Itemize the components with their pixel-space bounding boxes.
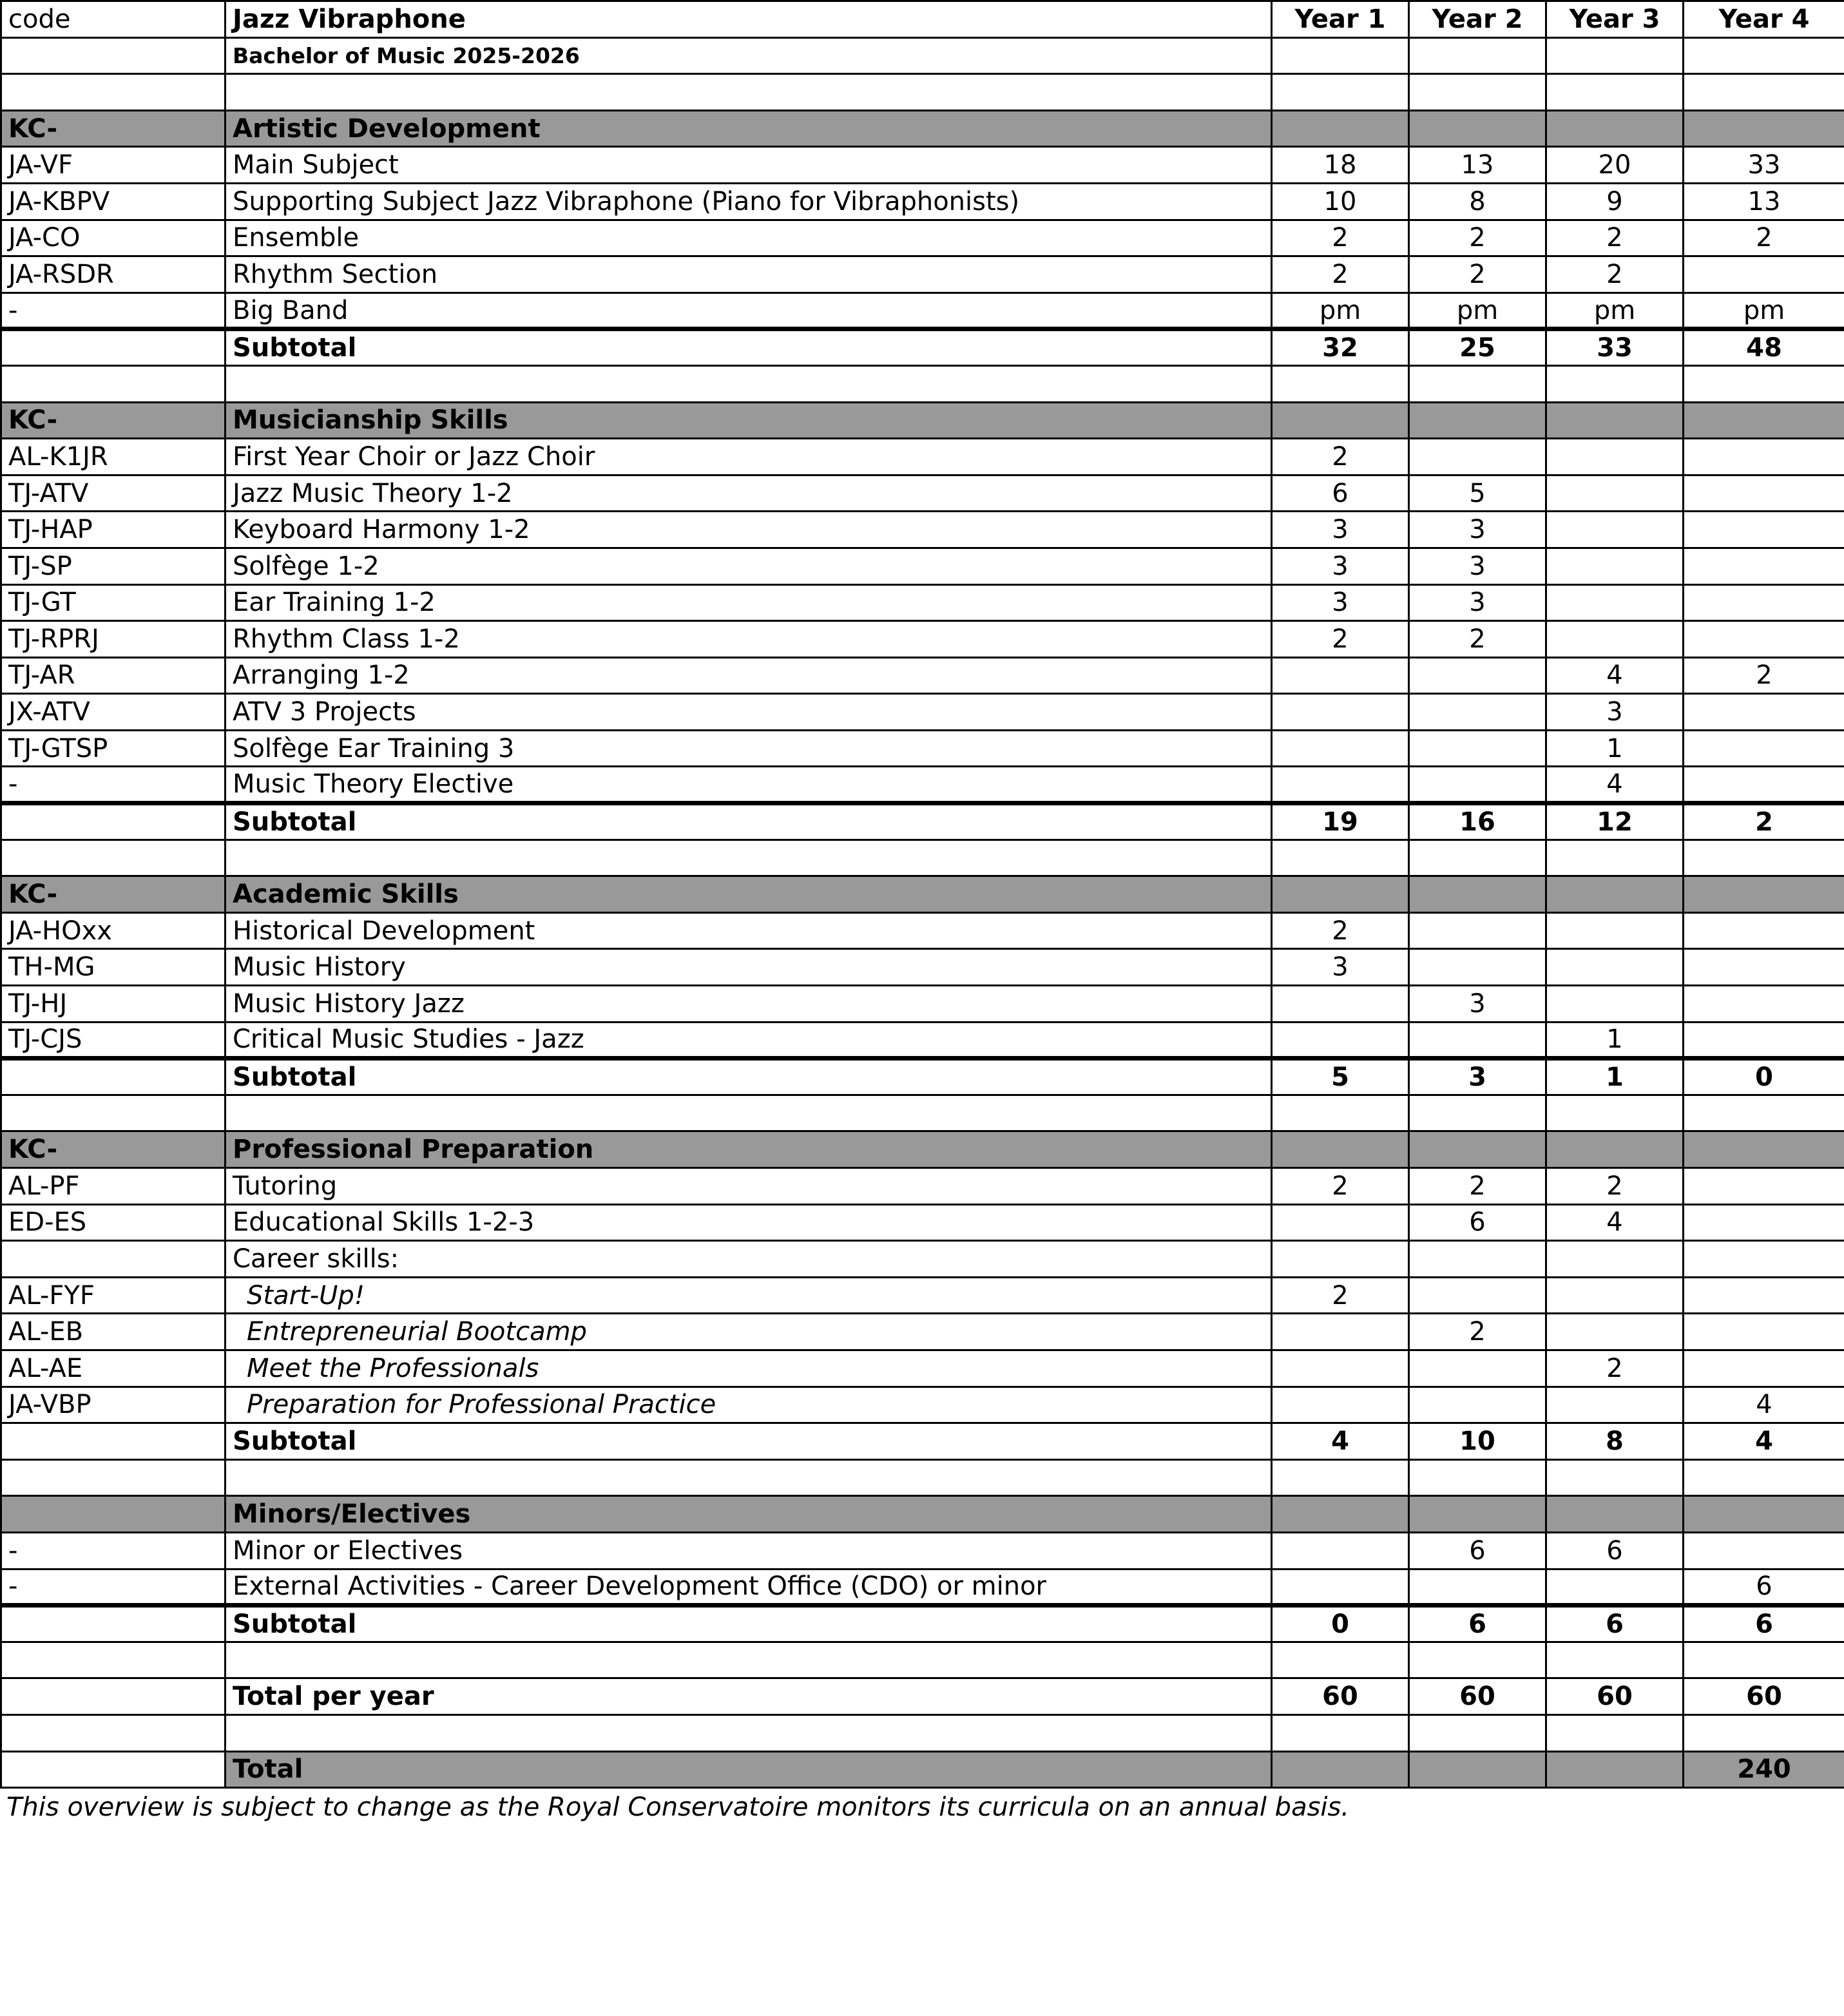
table-row xyxy=(1,767,1844,803)
year-1-credits: 2 xyxy=(1272,220,1409,256)
table-row xyxy=(1,1277,1844,1314)
year-1-credits xyxy=(1272,1350,1409,1387)
course-code: TJ-CJS xyxy=(1,1022,226,1059)
course-name: Ear Training 1-2 xyxy=(226,584,1272,621)
year-1-credits xyxy=(1272,986,1409,1022)
course-name: Educational Skills 1-2-3 xyxy=(226,1204,1272,1241)
course-name: Solfège 1-2 xyxy=(226,548,1272,584)
course-name: Keyboard Harmony 1-2 xyxy=(226,512,1272,548)
section-header-artistic xyxy=(1,110,1844,147)
year-1-credits: pm xyxy=(1272,293,1409,329)
course-code: AL-PF xyxy=(1,1168,226,1205)
year-2-credits xyxy=(1409,1022,1546,1059)
blank-row xyxy=(1,1714,1844,1751)
year-4-subtotal: 48 xyxy=(1684,329,1844,366)
year-2-credits xyxy=(1409,1277,1546,1314)
year-4-subtotal: 6 xyxy=(1684,1606,1844,1642)
table-row xyxy=(1,912,1844,949)
year-2-credits: 6 xyxy=(1409,1204,1546,1241)
footnote: This overview is subject to change as the Royal Conservatoire monitors its curricula on an annual basis. xyxy=(6,1792,1350,1823)
table-row xyxy=(1,256,1844,293)
year-4-credits xyxy=(1684,912,1844,949)
year-1-credits: 2 xyxy=(1272,912,1409,949)
grand-total-row xyxy=(1,1751,1844,1788)
year-2-header: Year 2 xyxy=(1409,1,1546,38)
year-4-credits xyxy=(1684,949,1844,986)
year-4-credits: pm xyxy=(1684,293,1844,329)
year-4-credits xyxy=(1684,512,1844,548)
year-2-credits: pm xyxy=(1409,293,1546,329)
grand-total-value: 240 xyxy=(1684,1751,1844,1788)
year-1-subtotal: 19 xyxy=(1272,803,1409,840)
year-2-credits: 2 xyxy=(1409,220,1546,256)
course-code: JX-ATV xyxy=(1,694,226,731)
year-3-credits xyxy=(1546,439,1684,475)
table-row xyxy=(1,584,1844,621)
total-per-year-row xyxy=(1,1678,1844,1715)
year-4-subtotal: 0 xyxy=(1684,1059,1844,1095)
course-code: JA-HOxx xyxy=(1,912,226,949)
table-row xyxy=(1,694,1844,731)
section-title: Minors/Electives xyxy=(226,1496,1272,1533)
course-name: Historical Development xyxy=(226,912,1272,949)
year-1-subtotal: 32 xyxy=(1272,329,1409,366)
table-row xyxy=(1,1387,1844,1423)
year-1-subtotal: 4 xyxy=(1272,1423,1409,1460)
header-row xyxy=(1,1,1844,38)
year-2-credits xyxy=(1409,1387,1546,1423)
year-1-header: Year 1 xyxy=(1272,1,1409,38)
year-2-credits xyxy=(1409,1241,1546,1278)
year-2-subtotal: 3 xyxy=(1409,1059,1546,1095)
blank-row xyxy=(1,365,1844,402)
subtotal-label: Subtotal xyxy=(226,803,1272,840)
course-name: Preparation for Professional Practice xyxy=(226,1387,1272,1423)
course-code: JA-VF xyxy=(1,147,226,184)
year-3-credits xyxy=(1546,584,1684,621)
course-name: External Activities - Career Development Office (CDO) or minor xyxy=(226,1569,1272,1606)
section-title: Academic Skills xyxy=(226,876,1272,913)
year-3-credits xyxy=(1546,949,1684,986)
year-4-credits xyxy=(1684,1314,1844,1350)
year-3-credits xyxy=(1546,986,1684,1022)
year-1-credits xyxy=(1272,694,1409,731)
year-2-credits xyxy=(1409,730,1546,767)
year-2-credits: 2 xyxy=(1409,1314,1546,1350)
subtitle-row xyxy=(1,37,1844,74)
year-1-credits: 2 xyxy=(1272,1277,1409,1314)
year-4-credits xyxy=(1684,1532,1844,1569)
year-1-subtotal: 5 xyxy=(1272,1059,1409,1095)
course-name: Music Theory Elective xyxy=(226,767,1272,803)
subtotal-row xyxy=(1,1606,1844,1642)
course-name: Arranging 1-2 xyxy=(226,657,1272,694)
table-row xyxy=(1,475,1844,512)
year-4-credits xyxy=(1684,621,1844,658)
course-code: - xyxy=(1,767,226,803)
course-code: ED-ES xyxy=(1,1204,226,1241)
year-2-credits xyxy=(1409,912,1546,949)
year-4-credits xyxy=(1684,439,1844,475)
year-1-credits xyxy=(1272,1387,1409,1423)
course-code: - xyxy=(1,1532,226,1569)
year-3-credits: 4 xyxy=(1546,767,1684,803)
course-name: ATV 3 Projects xyxy=(226,694,1272,731)
course-code: TJ-RPRJ xyxy=(1,621,226,658)
year-1-credits xyxy=(1272,1022,1409,1059)
blank-row xyxy=(1,1459,1844,1496)
year-1-credits xyxy=(1272,1241,1409,1278)
year-1-credits: 3 xyxy=(1272,949,1409,986)
total-per-year-label: Total per year xyxy=(226,1678,1272,1715)
program-subtitle: Bachelor of Music 2025-2026 xyxy=(226,37,1272,74)
course-code: AL-K1JR xyxy=(1,439,226,475)
year-2-credits xyxy=(1409,767,1546,803)
course-code: JA-RSDR xyxy=(1,256,226,293)
course-name: Entrepreneurial Bootcamp xyxy=(226,1314,1272,1350)
course-code: - xyxy=(1,293,226,329)
table-row xyxy=(1,1204,1844,1241)
year-3-credits xyxy=(1546,548,1684,584)
table-row xyxy=(1,220,1844,256)
year-3-subtotal: 12 xyxy=(1546,803,1684,840)
year-3-credits xyxy=(1546,912,1684,949)
blank-row xyxy=(1,74,1844,111)
year-2-credits: 3 xyxy=(1409,584,1546,621)
year-2-credits xyxy=(1409,657,1546,694)
year-2-credits: 8 xyxy=(1409,183,1546,220)
year-4-credits xyxy=(1684,584,1844,621)
year-3-subtotal: 6 xyxy=(1546,1606,1684,1642)
year-1-credits xyxy=(1272,730,1409,767)
course-code: AL-AE xyxy=(1,1350,226,1387)
table-row xyxy=(1,621,1844,658)
year-2-credits xyxy=(1409,949,1546,986)
year-3-credits: 2 xyxy=(1546,1168,1684,1205)
year-3-credits xyxy=(1546,512,1684,548)
year-3-credits: 2 xyxy=(1546,220,1684,256)
year-1-credits: 3 xyxy=(1272,548,1409,584)
grand-total-label: Total xyxy=(226,1751,1272,1788)
year-3-subtotal: 8 xyxy=(1546,1423,1684,1460)
table-row xyxy=(1,986,1844,1022)
year-4-credits: 6 xyxy=(1684,1569,1844,1606)
year-3-credits: 2 xyxy=(1546,256,1684,293)
subtotal-label: Subtotal xyxy=(226,329,1272,366)
year-1-credits: 2 xyxy=(1272,256,1409,293)
course-name: Main Subject xyxy=(226,147,1272,184)
course-code: AL-EB xyxy=(1,1314,226,1350)
year-3-credits xyxy=(1546,1569,1684,1606)
course-code xyxy=(1,1241,226,1278)
section-code: KC- xyxy=(1,876,226,913)
year-1-subtotal: 0 xyxy=(1272,1606,1409,1642)
course-code: TJ-AR xyxy=(1,657,226,694)
course-code: JA-CO xyxy=(1,220,226,256)
blank-row xyxy=(1,1642,1844,1678)
year-2-credits: 6 xyxy=(1409,1532,1546,1569)
subtotal-row xyxy=(1,1423,1844,1460)
table-row xyxy=(1,1350,1844,1387)
blank-row xyxy=(1,840,1844,876)
year-3-credits xyxy=(1546,621,1684,658)
year-4-credits xyxy=(1684,694,1844,731)
year-2-credits: 5 xyxy=(1409,475,1546,512)
year-4-credits: 4 xyxy=(1684,1387,1844,1423)
year-4-header: Year 4 xyxy=(1684,1,1844,38)
year-2-credits: 13 xyxy=(1409,147,1546,184)
year-2-credits: 2 xyxy=(1409,621,1546,658)
course-code: - xyxy=(1,1569,226,1606)
year-3-credits xyxy=(1546,1387,1684,1423)
year-1-credits: 6 xyxy=(1272,475,1409,512)
year-1-credits: 2 xyxy=(1272,439,1409,475)
year-2-subtotal: 6 xyxy=(1409,1606,1546,1642)
table-row xyxy=(1,949,1844,986)
table-row xyxy=(1,1532,1844,1569)
year-3-credits: 9 xyxy=(1546,183,1684,220)
section-code xyxy=(1,1496,226,1533)
subtotal-label: Subtotal xyxy=(226,1606,1272,1642)
year-2-credits: 2 xyxy=(1409,1168,1546,1205)
year-1-credits: 18 xyxy=(1272,147,1409,184)
course-code: TJ-SP xyxy=(1,548,226,584)
course-code: TJ-HJ xyxy=(1,986,226,1022)
year-1-credits xyxy=(1272,1204,1409,1241)
subtotal-row xyxy=(1,1059,1844,1095)
year-4-credits xyxy=(1684,730,1844,767)
table-row xyxy=(1,1241,1844,1278)
year-3-total: 60 xyxy=(1546,1678,1684,1715)
section-code: KC- xyxy=(1,110,226,147)
course-name: Tutoring xyxy=(226,1168,1272,1205)
table-row xyxy=(1,1168,1844,1205)
course-code: TJ-GTSP xyxy=(1,730,226,767)
year-4-credits xyxy=(1684,1241,1844,1278)
year-1-credits xyxy=(1272,1569,1409,1606)
course-code: TJ-HAP xyxy=(1,512,226,548)
year-2-credits xyxy=(1409,439,1546,475)
year-4-credits xyxy=(1684,256,1844,293)
year-3-credits xyxy=(1546,1277,1684,1314)
course-code: JA-KBPV xyxy=(1,183,226,220)
year-3-credits: 4 xyxy=(1546,657,1684,694)
year-1-credits: 3 xyxy=(1272,512,1409,548)
subtotal-row xyxy=(1,803,1844,840)
year-4-credits xyxy=(1684,548,1844,584)
year-4-credits xyxy=(1684,986,1844,1022)
course-name: Supporting Subject Jazz Vibraphone (Piano for Vibraphonists) xyxy=(226,183,1272,220)
year-3-credits: 1 xyxy=(1546,730,1684,767)
course-name: Minor or Electives xyxy=(226,1532,1272,1569)
year-3-credits xyxy=(1546,475,1684,512)
year-3-header: Year 3 xyxy=(1546,1,1684,38)
course-name: Ensemble xyxy=(226,220,1272,256)
year-3-credits: 20 xyxy=(1546,147,1684,184)
course-code: JA-VBP xyxy=(1,1387,226,1423)
year-4-credits xyxy=(1684,1277,1844,1314)
year-2-subtotal: 25 xyxy=(1409,329,1546,366)
table-row xyxy=(1,147,1844,184)
year-1-credits xyxy=(1272,657,1409,694)
year-2-credits: 2 xyxy=(1409,256,1546,293)
year-1-credits xyxy=(1272,1532,1409,1569)
year-2-total: 60 xyxy=(1409,1678,1546,1715)
subtotal-row xyxy=(1,329,1844,366)
course-name: Critical Music Studies - Jazz xyxy=(226,1022,1272,1059)
course-name: Big Band xyxy=(226,293,1272,329)
year-1-credits xyxy=(1272,1314,1409,1350)
year-2-subtotal: 10 xyxy=(1409,1423,1546,1460)
year-3-credits: 4 xyxy=(1546,1204,1684,1241)
section-header-professional xyxy=(1,1131,1844,1168)
course-name: Rhythm Class 1-2 xyxy=(226,621,1272,658)
year-1-credits: 2 xyxy=(1272,1168,1409,1205)
year-4-credits xyxy=(1684,1022,1844,1059)
course-code: TJ-GT xyxy=(1,584,226,621)
subtotal-label: Subtotal xyxy=(226,1423,1272,1460)
year-3-credits xyxy=(1546,1241,1684,1278)
year-2-credits: 3 xyxy=(1409,548,1546,584)
table-row xyxy=(1,730,1844,767)
program-title: Jazz Vibraphone xyxy=(226,1,1272,38)
year-2-subtotal: 16 xyxy=(1409,803,1546,840)
course-code: TH-MG xyxy=(1,949,226,986)
year-4-credits: 33 xyxy=(1684,147,1844,184)
section-title: Professional Preparation xyxy=(226,1131,1272,1168)
section-header-musicianship xyxy=(1,402,1844,439)
year-4-credits xyxy=(1684,475,1844,512)
year-1-total: 60 xyxy=(1272,1678,1409,1715)
year-1-credits: 10 xyxy=(1272,183,1409,220)
year-4-credits xyxy=(1684,1204,1844,1241)
course-name: Start-Up! xyxy=(226,1277,1272,1314)
year-2-credits: 3 xyxy=(1409,512,1546,548)
year-1-credits xyxy=(1272,767,1409,803)
table-row xyxy=(1,657,1844,694)
year-4-subtotal: 4 xyxy=(1684,1423,1844,1460)
year-3-credits xyxy=(1546,1314,1684,1350)
year-3-credits: 6 xyxy=(1546,1532,1684,1569)
course-name: Solfège Ear Training 3 xyxy=(226,730,1272,767)
table-row xyxy=(1,1314,1844,1350)
year-4-credits xyxy=(1684,767,1844,803)
course-name: Music History Jazz xyxy=(226,986,1272,1022)
year-4-credits: 2 xyxy=(1684,220,1844,256)
course-code: TJ-ATV xyxy=(1,475,226,512)
year-4-credits xyxy=(1684,1350,1844,1387)
year-3-credits: 1 xyxy=(1546,1022,1684,1059)
course-name: Jazz Music Theory 1-2 xyxy=(226,475,1272,512)
table-row xyxy=(1,512,1844,548)
year-3-credits: pm xyxy=(1546,293,1684,329)
table-row xyxy=(1,548,1844,584)
section-title: Artistic Development xyxy=(226,110,1272,147)
section-code: KC- xyxy=(1,402,226,439)
course-code: AL-FYF xyxy=(1,1277,226,1314)
year-3-subtotal: 33 xyxy=(1546,329,1684,366)
year-4-credits xyxy=(1684,1168,1844,1205)
course-name: Music History xyxy=(226,949,1272,986)
year-2-credits: 3 xyxy=(1409,986,1546,1022)
section-header-minors xyxy=(1,1496,1844,1533)
code-column-header: code xyxy=(1,1,226,38)
subtotal-label: Subtotal xyxy=(226,1059,1272,1095)
year-4-credits: 2 xyxy=(1684,657,1844,694)
year-2-credits xyxy=(1409,694,1546,731)
table-row xyxy=(1,439,1844,475)
course-name: First Year Choir or Jazz Choir xyxy=(226,439,1272,475)
course-name: Meet the Professionals xyxy=(226,1350,1272,1387)
year-2-credits xyxy=(1409,1350,1546,1387)
table-row xyxy=(1,183,1844,220)
year-3-credits: 3 xyxy=(1546,694,1684,731)
table-row xyxy=(1,293,1844,329)
year-3-subtotal: 1 xyxy=(1546,1059,1684,1095)
course-name: Career skills: xyxy=(226,1241,1272,1278)
year-3-credits: 2 xyxy=(1546,1350,1684,1387)
year-4-subtotal: 2 xyxy=(1684,803,1844,840)
table-row xyxy=(1,1022,1844,1059)
year-4-total: 60 xyxy=(1684,1678,1844,1715)
year-2-credits xyxy=(1409,1569,1546,1606)
course-name: Rhythm Section xyxy=(226,256,1272,293)
section-header-academic xyxy=(1,876,1844,913)
section-title: Musicianship Skills xyxy=(226,402,1272,439)
year-1-credits: 2 xyxy=(1272,621,1409,658)
year-1-credits: 3 xyxy=(1272,584,1409,621)
section-code: KC- xyxy=(1,1131,226,1168)
table-row xyxy=(1,1569,1844,1606)
blank-row xyxy=(1,1095,1844,1131)
year-4-credits: 13 xyxy=(1684,183,1844,220)
